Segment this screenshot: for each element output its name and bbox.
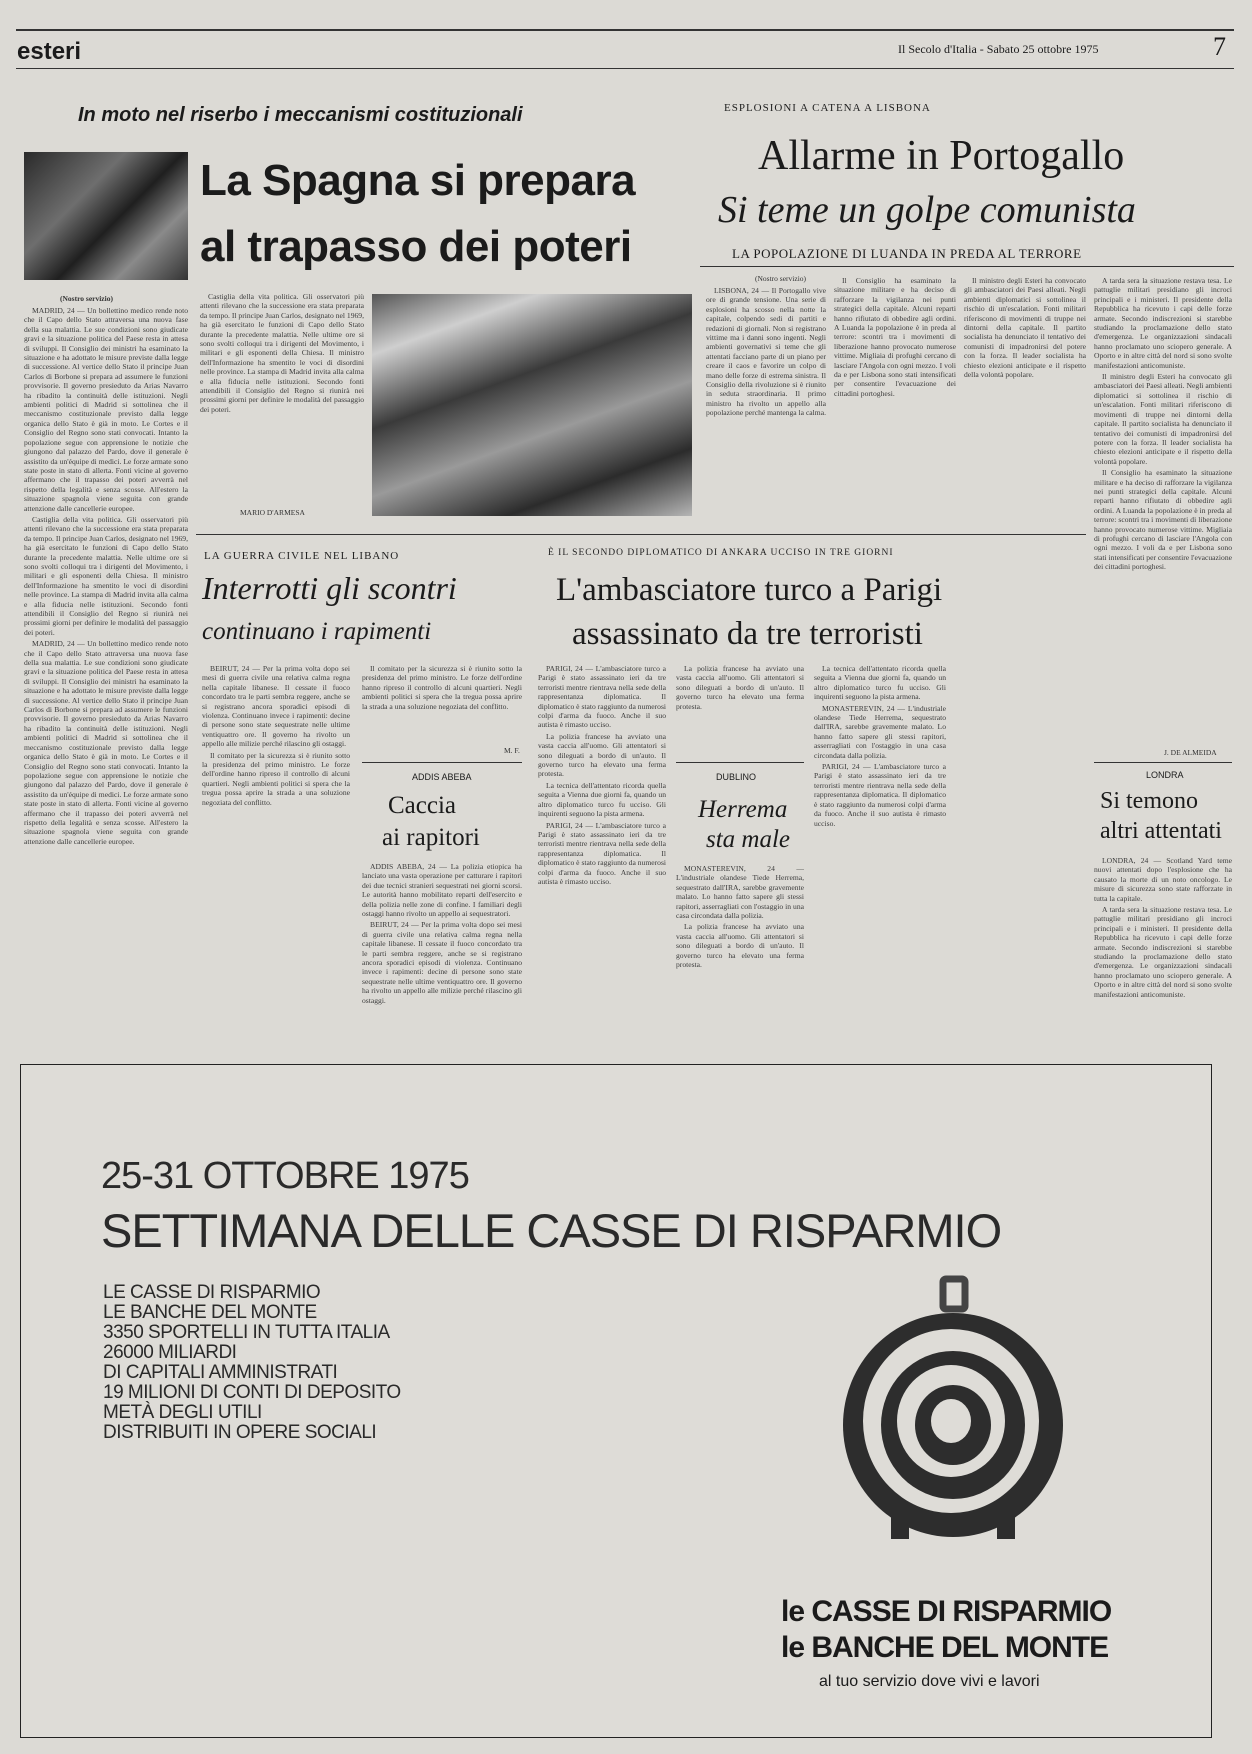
- addis-rule: [362, 762, 522, 763]
- ad-line: LE BANCHE DEL MONTE: [103, 1302, 317, 1323]
- portugal-body-col1: LISBONA, 24 — Il Portogallo vive ore di grande tensione. Una serie di esplosioni ha scosso nella notte la capitale, colpendo sedi di partiti e redazioni di giornali. Non si registrano vittime ma i danni sono ingenti. Negli ambienti governativi si teme che gli attentati facciano parte di un piano per creare il caos e favorire un colpo di mano delle forze di estrema sinistra. Il Consiglio della rivoluzione si è riunito in seduta straordinaria. Il primo ministro ha rivolto un appello alla popolazione perché mantenga la calma.: [706, 286, 826, 418]
- dublin-dateline: DUBLINO: [716, 772, 757, 782]
- lebanon-kicker: LA GUERRA CIVILE NEL LIBANO: [204, 550, 400, 562]
- header-top-rule: [16, 29, 1234, 31]
- casse-risparmio-ad: [20, 1064, 1212, 1738]
- london-rule: [1094, 762, 1232, 763]
- ad-brand-line1: le CASSE DI RISPARMIO: [781, 1595, 1112, 1628]
- section-name: esteri: [17, 38, 82, 65]
- portugal-subhead: LA POPOLAZIONE DI LUANDA IN PREDA AL TERRORE: [732, 246, 1082, 261]
- spain-kicker: In moto nel riserbo i meccanismi costituzionali: [78, 104, 523, 126]
- page-number: 7: [1213, 32, 1226, 61]
- spain-headline-line1: La Spagna si prepara: [200, 156, 636, 205]
- lebanon-headline-line2: continuano i rapimenti: [202, 618, 432, 645]
- portugal-subhead-rule: [700, 266, 1234, 267]
- dublin-headline-line2: sta male: [706, 826, 791, 853]
- ad-line: METÀ DEGLI UTILI: [103, 1402, 262, 1423]
- ad-title: SETTIMANA DELLE CASSE DI RISPARMIO: [101, 1204, 1002, 1257]
- dublin-rule: [676, 762, 804, 763]
- addis-dateline: ADDIS ABEBA: [412, 772, 472, 782]
- lebanon-body-col1: BEIRUT, 24 — Per la prima volta dopo sei mesi di guerra civile una relativa calma regna nella capitale libanese. Il cessate il fuoco concordato tra le parti sembra reggere, anche se si registrano ancora sporadici episodi di violenza. Continuano invece i rapimenti: decine di persone sono state sequestrate nelle ultime ventiquattro ore. Il governo ha rivolto un appello alle milizie perché rilascino gli ostaggi. Il comitato per la sicurezza si è riunito sotto la presidenza del primo ministro. Le forze dell'ordine hanno ripreso il controllo di alcuni quartieri. Negli ambienti politici si spera che la tregua possa aprire la strada a una soluzione negoziata del conflitto.: [202, 664, 350, 807]
- turkey-body-col2: La polizia francese ha avviato una vasta caccia all'uomo. Gli attentatori si sono dileguati a bordo di un'auto. Il governo turco ha elevato una ferma protesta.: [676, 664, 804, 711]
- ad-line: LE CASSE DI RISPARMIO: [103, 1282, 321, 1303]
- portugal-body-col3: Il ministro degli Esteri ha convocato gli ambasciatori dei Paesi alleati. Negli ambienti diplomatici si sottolinea il rischio di un'escalation. Fonti militari riferiscono di movimenti di truppe nei dintorni della capitale. Il partito socialista ha denunciato il tentativo dei comunisti di impadronirsi del potere con la forza. Il leader socialista ha chiesto elezioni anticipate e il rispetto della volontà popolare.: [964, 276, 1086, 380]
- dublin-body: MONASTEREVIN, 24 — L'industriale olandese Tiede Herrema, sequestrato dall'IRA, sarebbe gravemente malato. Lo hanno fatto sapere gli stessi rapitori, asserragliati con l'ostaggio in una casa circondata dalla polizia. La polizia francese ha avviato una vasta caccia all'uomo. Gli attentatori si sono dileguati a bordo di un'auto. Il governo turco ha elevato una ferma protesta.: [676, 864, 804, 970]
- portugal-headline-line1: Allarme in Portogallo: [758, 133, 1125, 179]
- turkey-headline-line2: assassinato da tre terroristi: [572, 616, 923, 652]
- header-bottom-rule: [16, 68, 1234, 69]
- spain-street-photo: [372, 294, 692, 516]
- ad-line: 3350 SPORTELLI IN TUTTA ITALIA: [103, 1322, 390, 1343]
- turkey-body-col3: La tecnica dell'attentato ricorda quella seguita a Vienna due giorni fa, quando un altro diplomatico turco fu ucciso. Gli inquirenti seguono la pista armena. MONASTEREVIN, 24 — L'industriale olandese Tiede Herrema, sequestrato dall'IRA, sarebbe gravemente malato. Lo hanno fatto sapere gli stessi rapitori, asserragliati con l'ostaggio in una casa circondata dalla polizia. PARIGI, 24 — L'ambasciatore turco a Parigi è stato assassinato ieri da tre terroristi mentre rientrava nella sede della rappresentanza diplomatica. Il diplomatico è stato raggiunto da numerosi colpi d'arma da fuoco. Anche il suo autista è rimasto ucciso.: [814, 664, 946, 828]
- franco-portrait-photo: [24, 152, 188, 280]
- spain-body-col2: Castiglia della vita politica. Gli osservatori più attenti rilevano che la successione era stata preparata da tempo. Il principe Juan Carlos, designato nel 1969, ha già esercitato le funzioni di Capo dello Stato durante la precedente malattia. Nelle ultime ore si sono svolti colloqui tra i dirigenti del Movimento, i militari e gli esponenti della Chiesa. Il ministro dell'Informazione ha smentito le voci di disordini nelle province. La stampa di Madrid invita alla calma e alla fiducia nelle istituzioni. Secondo fonti attendibili il Consiglio del Regno si riunirà nei prossimi giorni per definire le modalità del passaggio dei poteri.: [200, 292, 364, 414]
- ad-line: DI CAPITALI AMMINISTRATI: [103, 1362, 338, 1383]
- lebanon-signature: M. F.: [504, 746, 520, 755]
- dublin-headline-line1: Herrema: [698, 796, 788, 823]
- lebanon-headline-line1: Interrotti gli scontri: [202, 570, 457, 606]
- portugal-body-col4: A tarda sera la situazione restava tesa. Le pattuglie militari presidiano gli incroci principali e i ministeri. Il presidente della Repubblica ha ricevuto i capi delle forze armate. Secondo indiscrezioni si starebbe studiando la proclamazione dello stato d'emergenza. Le organizzazioni sindacali hanno proclamato uno sciopero generale. A Oporto e in altre città del nord si sono svolte manifestazioni anticomuniste. Il ministro degli Esteri ha convocato gli ambasciatori dei Paesi alleati. Negli ambienti diplomatici si sottolinea il rischio di un'escalation. Fonti militari riferiscono di movimenti di truppe nei dintorni della capitale. Il partito socialista ha denunciato il tentativo dei comunisti di impadronirsi del potere con la forza. Il leader socialista ha chiesto elezioni anticipate e il rispetto della volontà popolare. Il Consiglio ha esaminato la situazione militare e ha deciso di rafforzare la vigilanza nei punti strategici della capitale. Alcuni reparti hanno rifiutato di obbedire agli ordini. A Luanda la popolazione è in preda al terrore: scontri tra i movimenti di liberazione hanno provocato numerose vittime. Migliaia di profughi cercano di lasciare l'Angola con ogni mezzo. I voli da e per Lisbona sono stati intensificati per consentire l'evacuazione dei cittadini portoghesi.: [1094, 276, 1232, 572]
- portugal-service: (Nostro servizio): [755, 274, 807, 283]
- turkey-body-col1: PARIGI, 24 — L'ambasciatore turco a Parigi è stato assassinato ieri da tre terroristi mentre rientrava nella sede della rappresentanza diplomatica. Il diplomatico è stato raggiunto da numerosi colpi d'arma da fuoco. Anche il suo autista è rimasto ucciso. La polizia francese ha avviato una vasta caccia all'uomo. Gli attentatori si sono dileguati a bordo di un'auto. Il governo turco ha elevato una ferma protesta. La tecnica dell'attentato ricorda quella seguita a Vienna due giorni fa, quando un altro diplomatico turco fu ucciso. Gli inquirenti seguono la pista armena. PARIGI, 24 — L'ambasciatore turco a Parigi è stato assassinato ieri da tre terroristi mentre rientrava nella sede della rappresentanza diplomatica. Il diplomatico è stato raggiunto da numerosi colpi d'arma da fuoco. Anche il suo autista è rimasto ucciso.: [538, 664, 667, 886]
- portugal-kicker: ESPLOSIONI A CATENA A LISBONA: [724, 102, 931, 114]
- mid-rule: [196, 534, 1086, 535]
- ad-line: DISTRIBUITI IN OPERE SOCIALI: [103, 1422, 377, 1443]
- piggy-bank-coin-logo: [831, 1275, 1071, 1545]
- spain-signature: MARIO D'ARMESA: [240, 508, 305, 517]
- spain-headline-line2: al trapasso dei poteri: [200, 222, 632, 271]
- london-body: LONDRA, 24 — Scotland Yard teme nuovi attentati dopo l'esplosione che ha causato la morte di un noto oncologo. Le misure di sicurezza sono state rafforzate in tutta la capitale. A tarda sera la situazione restava tesa. Le pattuglie militari presidiano gli incroci principali e i ministeri. Il presidente della Repubblica ha ricevuto i capi delle forze armate. Secondo indiscrezioni si starebbe studiando la proclamazione dello stato d'emergenza. Le organizzazioni sindacali hanno proclamato uno sciopero generale. A Oporto e in altre città del nord si sono svolte manifestazioni anticomuniste.: [1094, 856, 1232, 999]
- london-headline-line1: Si temono: [1100, 788, 1199, 814]
- lebanon-body-col2: Il comitato per la sicurezza si è riunito sotto la presidenza del primo ministro. Le forze dell'ordine hanno ripreso il controllo di alcuni quartieri. Negli ambienti politici si spera che la tregua possa aprire la strada a una soluzione negoziata del conflitto.: [362, 664, 522, 711]
- spain-service: (Nostro servizio): [60, 294, 113, 303]
- paper-dateline: Il Secolo d'Italia - Sabato 25 ottobre 1975: [898, 42, 1099, 56]
- london-headline-line2: altri attentati: [1100, 818, 1222, 844]
- addis-headline-line1: Caccia: [388, 792, 457, 819]
- ad-brand-line2: le BANCHE DEL MONTE: [781, 1631, 1109, 1664]
- london-dateline: LONDRA: [1146, 770, 1184, 780]
- turkey-headline-line1: L'ambasciatore turco a Parigi: [556, 572, 943, 608]
- addis-body: ADDIS ABEBA, 24 — La polizia etiopica ha lanciato una vasta operazione per catturare i rapitori dei due tecnici stranieri sequestrati nei giorni scorsi. Le autorità hanno mobilitato reparti dell'esercito e della polizia nelle zone di confine. I familiari degli ostaggi hanno rivolto un appello ai sequestratori. BEIRUT, 24 — Per la prima volta dopo sei mesi di guerra civile una relativa calma regna nella capitale libanese. Il cessate il fuoco concordato tra le parti sembra reggere, anche se si registrano ancora sporadici episodi di violenza. Continuano invece i rapimenti: decine di persone sono state sequestrate nelle ultime ventiquattro ore. Il governo ha rivolto un appello alle milizie perché rilascino gli ostaggi.: [362, 862, 522, 1005]
- ad-tagline: al tuo servizio dove vivi e lavori: [819, 1673, 1040, 1690]
- ad-line: 26000 MILIARDI: [103, 1342, 237, 1363]
- spain-body-col1: MADRID, 24 — Un bollettino medico rende noto che il Capo dello Stato attraversa una nuova fase della sua malattia. Le sue condizioni sono giudicate gravi e la situazione politica del Paese resta in attesa di sviluppi. Il Consiglio dei ministri ha esaminato la situazione e ha adottato le misure previste dalla legge di successione. Al vertice dello Stato il principe Juan Carlos di Borbone si prepara ad assumere le funzioni provvisorie. Il governo presieduto da Arias Navarro ha ribadito la continuità delle istituzioni. Negli ambienti politici di Madrid si sottolinea che il meccanismo costituzionale previsto dalla legge organica dello Stato è già in moto. Le Cortes e il Consiglio del Regno sono stati convocati. Intanto la popolazione segue con apprensione le notizie che giungono dal palazzo del Pardo, dove il generale è assistito da un'équipe di medici. Le forze armate sono state poste in stato di allerta. Fonti vicine al governo affermano che il trapasso dei poteri avverrà nel rispetto della legalità e senza scosse. All'estero la situazione spagnola viene seguita con grande attenzione dalle cancellerie europee. Castiglia della vita politica. Gli osservatori più attenti rilevano che la successione era stata preparata da tempo. Il principe Juan Carlos, designato nel 1969, ha già esercitato le funzioni di Capo dello Stato durante la precedente malattia. Nelle ultime ore si sono svolti colloqui tra i dirigenti del Movimento, i militari e gli esponenti della Chiesa. Il ministro dell'Informazione ha smentito le voci di disordini nelle province. La stampa di Madrid invita alla calma e alla fiducia nelle istituzioni. Secondo fonti attendibili il Consiglio del Regno si riunirà nei prossimi giorni per definire le modalità del passaggio dei poteri. MADRID, 24 — Un bollettino medico rende noto che il Capo dello Stato attraversa una nuova fase della sua malattia. Le sue condizioni sono giudicate gravi e la situazione politica del Paese resta in attesa di sviluppi. Il Consiglio dei ministri ha esaminato la situazione e ha adottato le misure previste dalla legge di successione. Al vertice dello Stato il principe Juan Carlos di Borbone si prepara ad assumere le funzioni provvisorie. Il governo presieduto da Arias Navarro ha ribadito la continuità delle istituzioni. Negli ambienti politici di Madrid si sottolinea che il meccanismo costituzionale previsto dalla legge organica dello Stato è già in moto. Le Cortes e il Consiglio del Regno sono stati convocati. Intanto la popolazione segue con apprensione le notizie che giungono dal palazzo del Pardo, dove il generale è assistito da un'équipe di medici. Le forze armate sono state poste in stato di allerta. Fonti vicine al governo affermano che il trapasso dei poteri avverrà nel rispetto della legalità e senza scosse. All'estero la situazione spagnola viene seguita con grande attenzione dalle cancellerie europee.: [24, 306, 188, 846]
- portugal-signature: J. DE ALMEIDA: [1164, 748, 1217, 757]
- ad-facts-list: [103, 1283, 401, 1443]
- addis-headline-line2: ai rapitori: [382, 824, 480, 851]
- ad-dates: 25-31 OTTOBRE 1975: [101, 1155, 469, 1197]
- portugal-body-col2: Il Consiglio ha esaminato la situazione militare e ha deciso di rafforzare la vigilanza nei punti strategici della capitale. Alcuni reparti hanno rifiutato di obbedire agli ordini. A Luanda la popolazione è in preda al terrore: scontri tra i movimenti di liberazione hanno provocato numerose vittime. Migliaia di profughi cercano di lasciare l'Angola con ogni mezzo. I voli da e per Lisbona sono stati intensificati per consentire l'evacuazione dei cittadini portoghesi.: [834, 276, 956, 398]
- turkey-kicker: È IL SECONDO DIPLOMATICO DI ANKARA UCCISO IN TRE GIORNI: [548, 548, 894, 558]
- ad-line: 19 MILIONI DI CONTI DI DEPOSITO: [103, 1382, 401, 1403]
- portugal-headline-line2: Si teme un golpe comunista: [718, 189, 1136, 231]
